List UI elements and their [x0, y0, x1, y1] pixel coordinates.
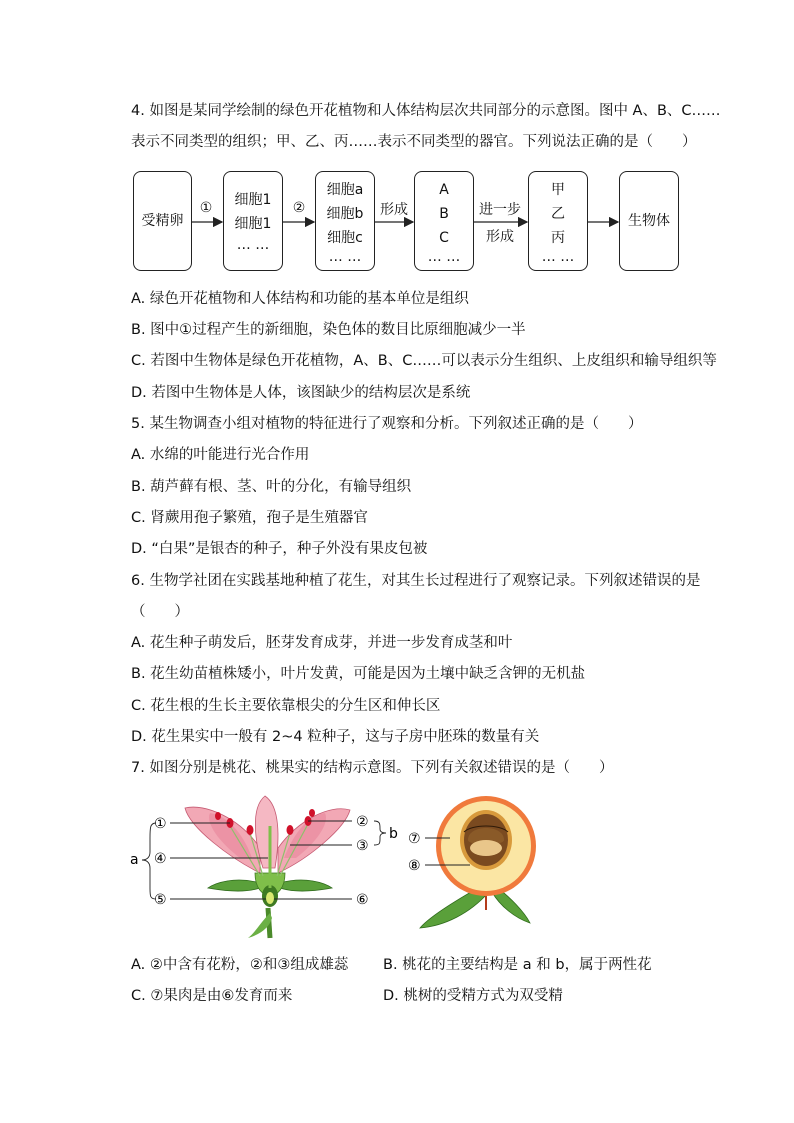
organ-yi: 乙 — [551, 206, 565, 222]
peach-flower-illustration — [185, 796, 350, 938]
q5-option-c: C. 肾蕨用孢子繁殖，孢子是生殖器官 — [131, 510, 368, 526]
q5-option-b: B. 葫芦藓有根、茎、叶的分化，有输导组织 — [131, 479, 412, 495]
box-zygote — [133, 171, 192, 271]
q4-stem-line2: 表示不同类型的组织；甲、乙、丙……表示不同类型的器官。下列说法正确的是（ ） — [131, 134, 697, 150]
box-differentiated-cells — [315, 171, 375, 271]
box-organs — [528, 171, 588, 271]
box-cells — [223, 171, 283, 271]
flower-label-b: b — [389, 826, 398, 842]
box-cells-line2: 细胞1 — [234, 216, 272, 232]
q6-option-b: B. 花生幼苗植株矮小，叶片发黄，可能是因为土壤中缺乏含钾的无机盐 — [131, 666, 586, 682]
flower-label-2: ② — [356, 814, 369, 830]
tissue-etc: … … — [427, 249, 461, 265]
box-cells-c: 细胞c — [327, 230, 363, 246]
q6-option-d: D. 花生果实中一般有 2~4 粒种子，这与子房中胚珠的数量有关 — [131, 729, 540, 745]
peach-fruit-illustration — [420, 796, 536, 928]
box-cells-b: 细胞b — [326, 206, 364, 222]
peach-figure — [120, 788, 560, 944]
box-tissues — [414, 171, 474, 271]
q5-stem: 5. 某生物调查小组对植物的特征进行了观察和分析。下列叙述正确的是（ ） — [131, 416, 643, 432]
fruit-label-8: ⑧ — [408, 858, 421, 874]
organ-jia: 甲 — [551, 182, 565, 198]
flower-label-4: ④ — [154, 851, 167, 867]
q7-option-d: D. 桃树的受精方式为双受精 — [383, 988, 563, 1004]
q7-option-a: A. ②中含有花粉，②和③组成雄蕊 — [131, 957, 349, 973]
arrow-4-label-top: 进一步 — [479, 202, 521, 218]
box-organism — [619, 171, 679, 271]
q4-option-d: D. 若图中生物体是人体，该图缺少的结构层次是系统 — [131, 385, 471, 401]
tissue-a: A — [439, 182, 449, 198]
q4-stem-line1: 4. 如图是某同学绘制的绿色开花植物和人体结构层次共同部分的示意图。图中 A、B、C…… — [131, 103, 721, 119]
arrow-2-label: ② — [292, 200, 306, 216]
q6-option-c: C. 花生根的生长主要依靠根尖的分生区和伸长区 — [131, 698, 441, 714]
box-zygote-label: 受精卵 — [141, 213, 184, 229]
flower-label-a: a — [130, 852, 139, 868]
q4-option-b: B. 图中①过程产生的新细胞，染色体的数目比原细胞减少一半 — [131, 322, 526, 338]
fruit-label-7: ⑦ — [408, 831, 421, 847]
tissue-b: B — [439, 206, 449, 222]
organ-bing: 丙 — [551, 230, 565, 246]
arrow-3-label: 形成 — [380, 202, 408, 218]
arrow-4-label-bottom: 形成 — [486, 229, 514, 245]
organ-etc: … … — [541, 249, 575, 265]
q6-option-a: A. 花生种子萌发后，胚芽发育成芽，并进一步发育成茎和叶 — [131, 635, 513, 651]
q5-option-a: A. 水绵的叶能进行光合作用 — [131, 447, 310, 463]
flower-label-5: ⑤ — [154, 892, 167, 908]
q4-option-c: C. 若图中生物体是绿色开花植物，A、B、C……可以表示分生组织、上皮组织和输导组织等 — [131, 353, 717, 369]
q4-option-a: A. 绿色开花植物和人体结构和功能的基本单位是组织 — [131, 291, 469, 307]
flower-label-6: ⑥ — [356, 892, 369, 908]
tissue-c: C — [439, 230, 449, 246]
box-cells-line3: … … — [236, 237, 270, 253]
box-cells-etc: … … — [328, 249, 362, 265]
arrow-1-label: ① — [199, 200, 213, 216]
q6-stem-line1: 6. 生物学社团在实践基地种植了花生，对其生长过程进行了观察记录。下列叙述错误的是 — [131, 573, 701, 589]
flower-label-3: ③ — [356, 838, 369, 854]
q5-option-d: D. “白果”是银杏的种子，种子外没有果皮包被 — [131, 541, 428, 557]
box-cells-a: 细胞a — [326, 182, 364, 198]
box-organism-label: 生物体 — [628, 213, 670, 229]
q6-stem-line2: （ ） — [131, 604, 189, 620]
q7-stem: 7. 如图分别是桃花、桃果实的结构示意图。下列有关叙述错误的是（ ） — [131, 760, 614, 776]
q7-option-c: C. ⑦果肉是由⑥发育而来 — [131, 988, 293, 1004]
flower-label-1: ① — [154, 816, 167, 832]
box-cells-line1: 细胞1 — [234, 192, 272, 208]
q7-option-b: B. 桃花的主要结构是 a 和 b，属于两性花 — [383, 957, 652, 973]
